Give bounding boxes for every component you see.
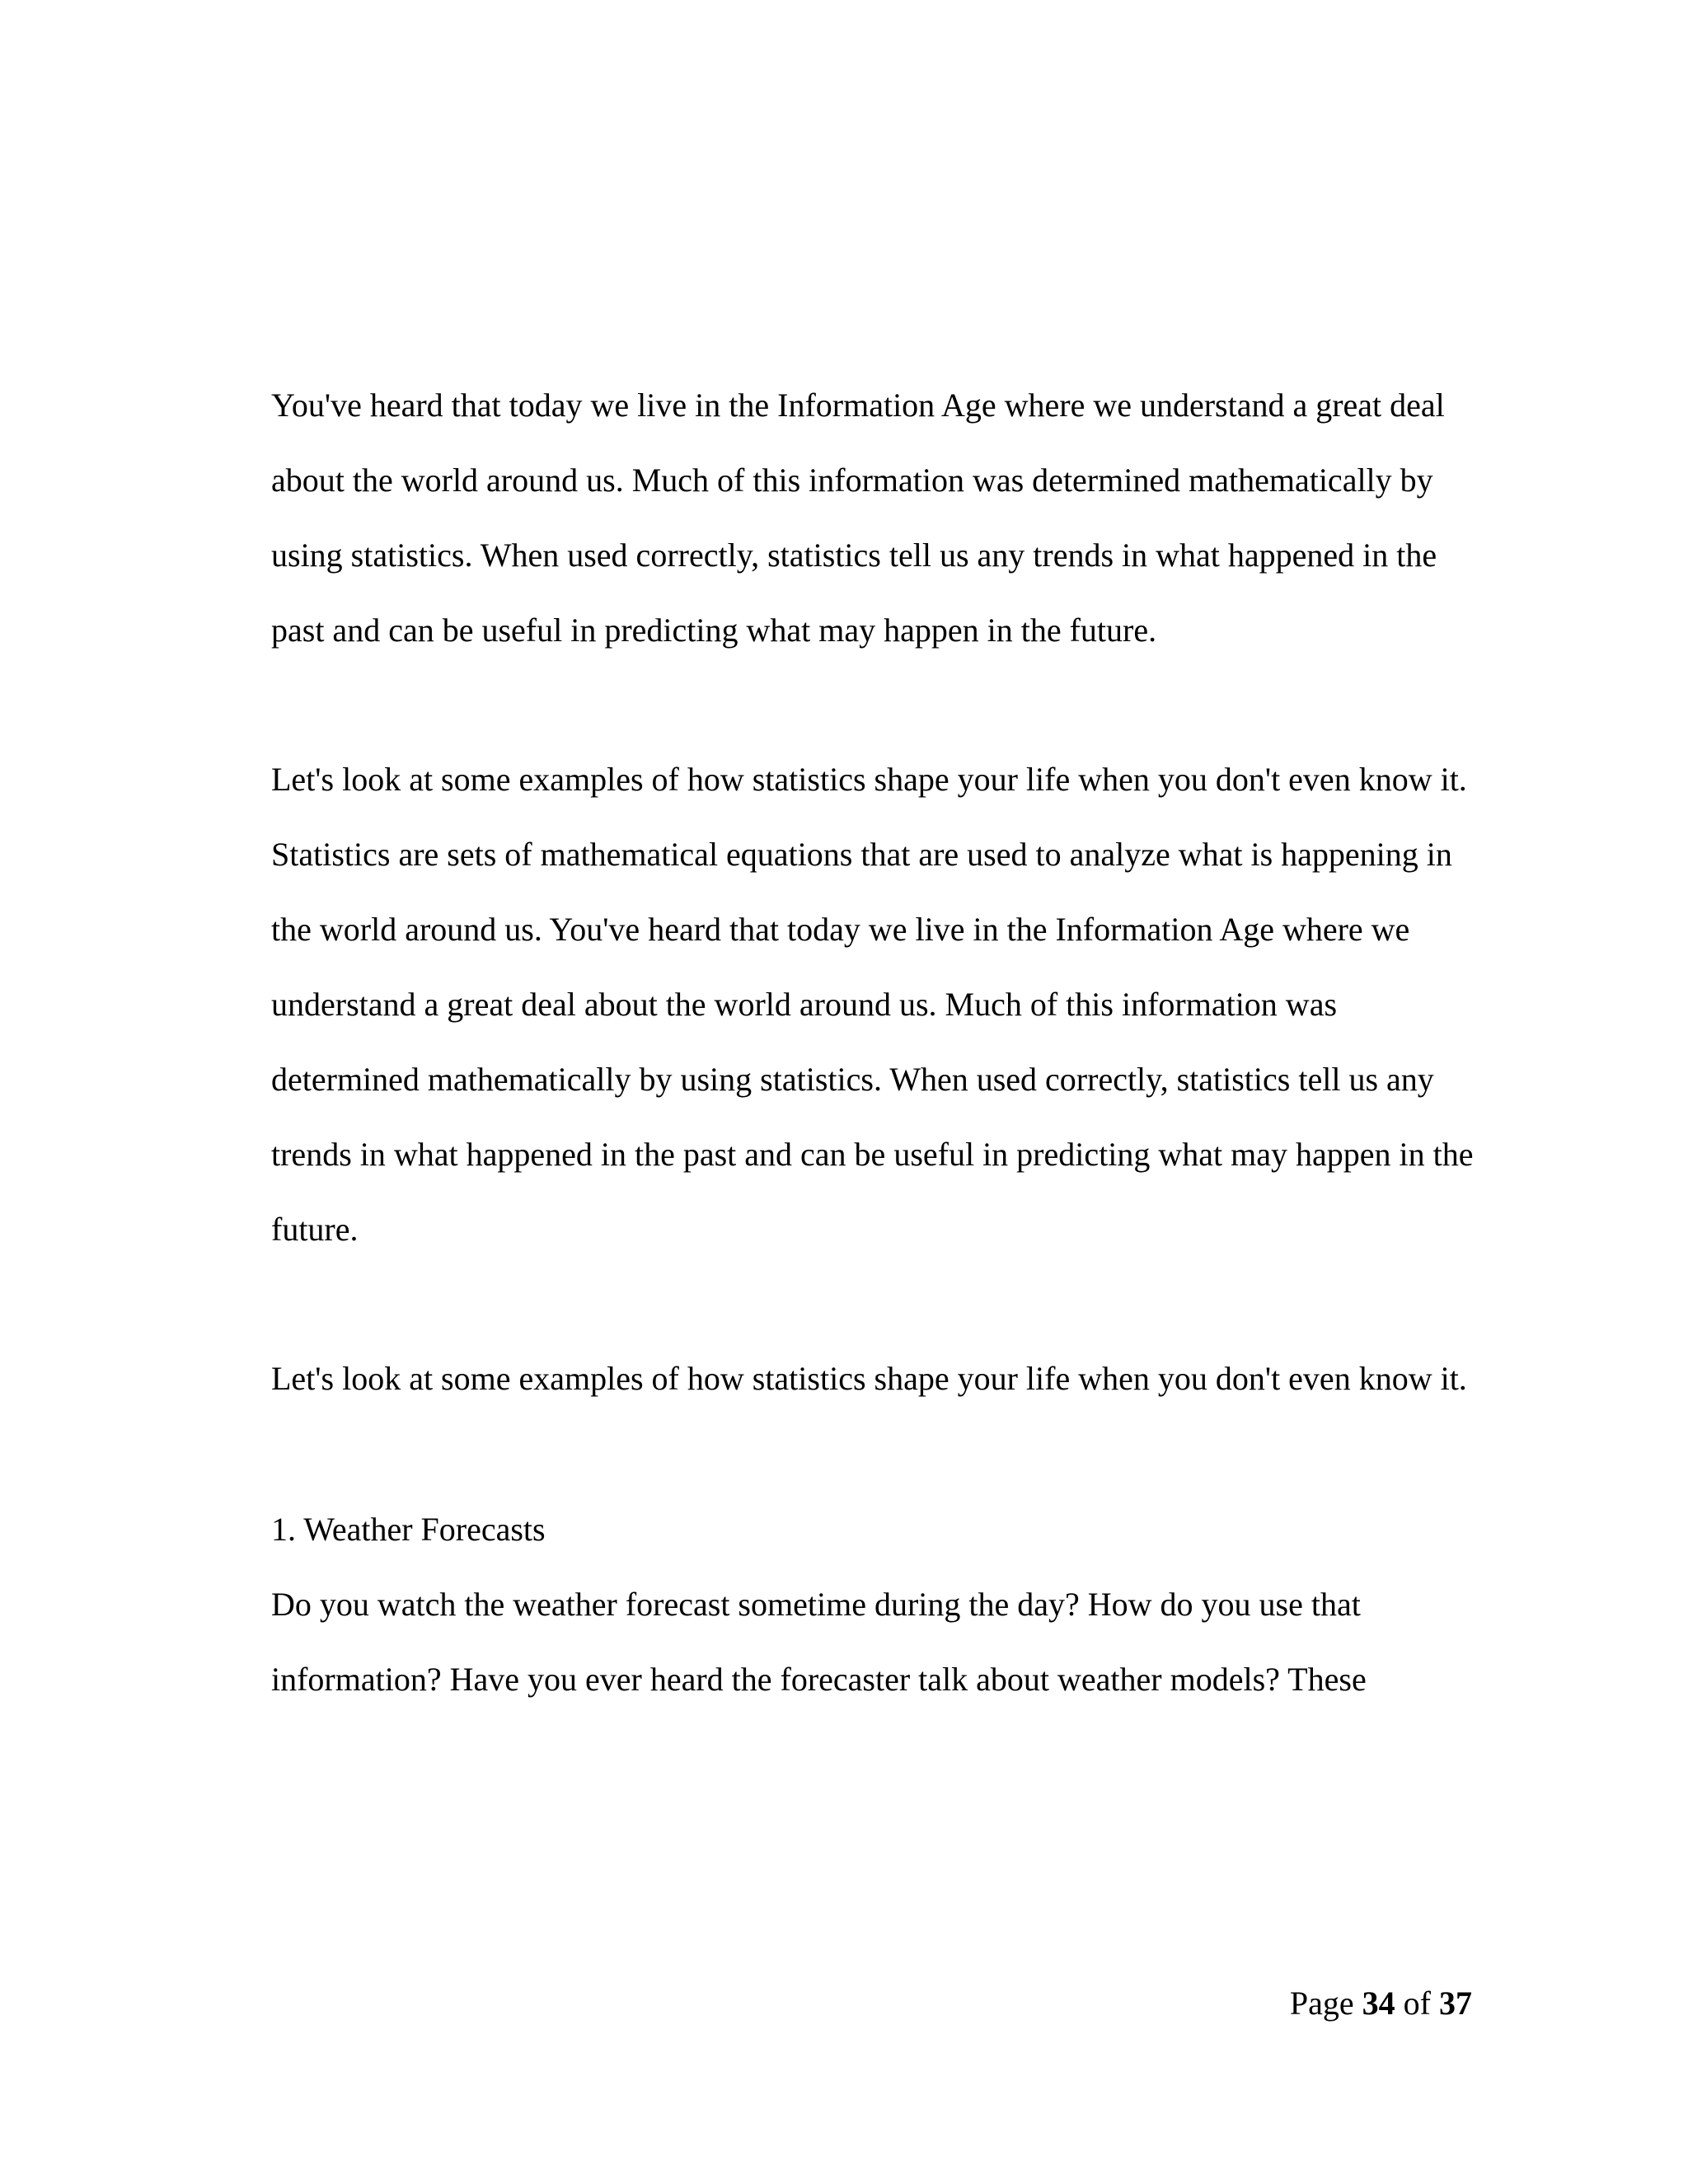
section-heading: 1. Weather Forecasts [271, 1511, 546, 1548]
paragraph-line: past and can be useful in predicting what may happen in the future. [271, 612, 1157, 649]
paragraph-line: the world around us. You've heard that today we live in the Information Age where we [271, 911, 1410, 948]
current-page-number: 34 [1362, 1985, 1395, 2022]
paragraph-line: Statistics are sets of mathematical equations that are used to analyze what is happening in [271, 836, 1452, 873]
paragraph-line: using statistics. When used correctly, statistics tell us any trends in what happened in the [271, 537, 1437, 574]
paragraph-line: Let's look at some examples of how statistics shape your life when you don't even know it. [271, 761, 1467, 798]
page-separator: of [1395, 1985, 1439, 2022]
paragraph-3: Let's look at some examples of how statistics shape your life when you don't even know it. [271, 1360, 1467, 1397]
paragraph-line: about the world around us. Much of this information was determined mathematically by [271, 462, 1433, 499]
paragraph-line: understand a great deal about the world around us. Much of this information was [271, 986, 1338, 1023]
paragraph-line: You've heard that today we live in the Information Age where we understand a great deal [271, 387, 1445, 424]
paragraph-line: future. [271, 1211, 359, 1248]
total-pages-number: 37 [1439, 1985, 1472, 2022]
paragraph-line: determined mathematically by using statistics. When used correctly, statistics tell us any [271, 1061, 1434, 1098]
paragraph-line: trends in what happened in the past and can be useful in predicting what may happen in the [271, 1136, 1474, 1173]
page-number-footer [1290, 1984, 1472, 2023]
page-prefix: Page [1289, 1985, 1362, 2022]
paragraph-line: information? Have you ever heard the forecaster talk about weather models? These [271, 1661, 1367, 1698]
paragraph-line: Do you watch the weather forecast sometime during the day? How do you use that [271, 1586, 1361, 1623]
